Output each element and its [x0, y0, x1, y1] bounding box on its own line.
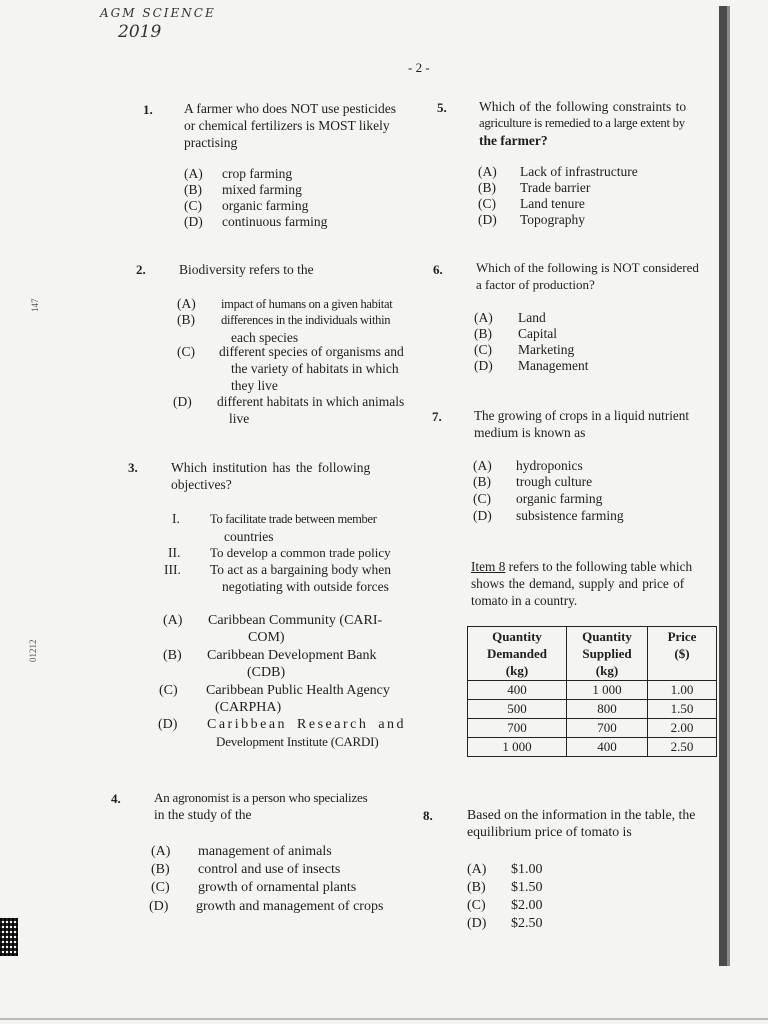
option-letter: (D) — [474, 358, 493, 373]
question-text-line: equilibrium price of tomato is — [467, 824, 632, 839]
question-number: 4. — [111, 791, 121, 806]
option-letter: (B) — [177, 312, 195, 327]
question-text-line: Which of the following is NOT considered — [476, 260, 699, 275]
option-text: management of animals — [198, 844, 332, 859]
option-d[interactable] — [478, 211, 585, 228]
option-letter: (D) — [473, 508, 492, 523]
objective-2 — [168, 544, 391, 561]
header-line: Price — [667, 629, 697, 644]
option-text: Topography — [520, 212, 586, 227]
option-letter: (A) — [163, 613, 183, 628]
objective-numeral: II. — [168, 545, 181, 560]
margin-mark-bottom: 01212 — [28, 639, 38, 662]
header-line: Supplied — [582, 646, 632, 661]
header-line: Quantity — [492, 629, 542, 644]
option-text: Lack of infrastructure — [520, 164, 638, 179]
option-letter: (D) — [184, 214, 203, 229]
option-b[interactable] — [151, 861, 340, 878]
option-text: $2.50 — [511, 916, 543, 931]
header-line: (kg) — [505, 663, 529, 678]
demand-supply-table — [467, 626, 717, 757]
header-line: Demanded — [487, 646, 547, 661]
option-b[interactable] — [184, 181, 302, 198]
question-number: 5. — [437, 100, 447, 115]
option-a[interactable] — [184, 165, 292, 182]
objective-3 — [164, 561, 391, 595]
page-number: - 2 - — [408, 60, 430, 75]
option-text: growth of ornamental plants — [198, 880, 357, 895]
option-text: growth and management of crops — [196, 899, 384, 914]
option-text: different habitats in which animals — [217, 394, 405, 409]
table-cell: 2.00 — [648, 719, 717, 738]
option-text: Caribbean Development Bank — [207, 648, 377, 663]
question-text — [184, 100, 396, 151]
option-a[interactable] — [473, 457, 583, 474]
option-text: Trade barrier — [520, 180, 591, 195]
option-a[interactable] — [474, 309, 546, 326]
option-text: control and use of insects — [198, 862, 341, 877]
question-text-line: in the study of the — [154, 807, 252, 822]
header-line: (kg) — [595, 663, 619, 678]
table-cell: 800 — [567, 700, 648, 719]
option-text: Capital — [518, 326, 557, 341]
objective-numeral: I. — [172, 511, 180, 526]
option-a[interactable] — [478, 163, 638, 180]
option-text: organic farming — [516, 491, 603, 506]
scan-edge-bar — [719, 6, 727, 966]
option-d[interactable] — [158, 716, 406, 750]
option-letter: (C) — [184, 198, 202, 213]
question-text — [479, 98, 686, 149]
option-text: Caribbean Public Health Agency — [206, 683, 390, 698]
option-letter: (B) — [184, 182, 202, 197]
option-letter: (D) — [478, 212, 497, 227]
option-text: Management — [518, 358, 589, 373]
option-text-line: COM) — [248, 630, 285, 645]
option-text: Land tenure — [520, 196, 585, 211]
column-header-supplied — [567, 627, 648, 681]
table-cell: 400 — [468, 681, 567, 700]
option-letter: (B) — [151, 862, 170, 877]
option-text-line: the variety of habitats in which — [231, 361, 399, 376]
option-b[interactable] — [163, 647, 377, 681]
question-text — [154, 789, 367, 823]
item-8-intro-line: shows the demand, supply and price of — [471, 576, 685, 591]
option-d[interactable] — [473, 507, 624, 524]
option-letter: (C) — [478, 196, 496, 211]
option-text: different species of organisms and — [219, 344, 404, 359]
option-d[interactable] — [149, 898, 383, 915]
option-text: Caribbean Research and — [207, 717, 407, 732]
question-number: 8. — [423, 808, 433, 823]
question-text-line: Which of the following constraints to — [479, 99, 687, 114]
table-cell: 500 — [468, 700, 567, 719]
question-text-line: practising — [184, 135, 238, 150]
table-cell: 1.00 — [648, 681, 717, 700]
objective-text-line: countries — [224, 529, 274, 544]
option-d[interactable] — [467, 915, 543, 932]
question-text: Biodiversity refers to the — [179, 262, 314, 277]
option-letter: (A) — [177, 296, 196, 311]
table-cell: 1 000 — [567, 681, 648, 700]
handwritten-year: 2019 — [118, 22, 162, 42]
question-text-line: A farmer who does NOT use pesticides — [184, 101, 396, 116]
question-text-line: agriculture is remedied to a large extent by — [479, 116, 685, 130]
option-text: $1.00 — [511, 862, 543, 877]
option-d[interactable] — [173, 393, 404, 427]
option-letter: (B) — [474, 326, 492, 341]
table-cell: 400 — [567, 738, 648, 757]
option-c[interactable] — [184, 197, 308, 214]
option-letter: (A) — [467, 862, 487, 877]
option-c[interactable] — [473, 490, 602, 507]
option-text: Land — [518, 310, 546, 325]
question-text — [476, 259, 699, 293]
option-text-line: each species — [231, 330, 299, 345]
option-text-line: (CARPHA) — [215, 700, 282, 715]
option-letter: (B) — [467, 880, 486, 895]
option-letter: (D) — [173, 394, 192, 409]
option-c[interactable] — [159, 682, 390, 716]
objective-text: To act as a bargaining body when — [210, 562, 392, 577]
option-letter: (C) — [177, 344, 195, 359]
question-number: 6. — [433, 262, 443, 277]
option-c[interactable] — [478, 195, 585, 212]
question-number: 3. — [128, 460, 138, 475]
option-text: continuous farming — [222, 214, 328, 229]
question-text-line: medium is known as — [474, 425, 586, 440]
option-letter: (A) — [478, 164, 497, 179]
option-text: differences in the individuals within — [221, 313, 391, 327]
option-a[interactable] — [163, 612, 382, 646]
option-letter: (D) — [467, 916, 487, 931]
question-number: 2. — [136, 262, 146, 277]
option-letter: (B) — [478, 180, 496, 195]
option-a[interactable] — [151, 843, 332, 860]
question-text-line: the farmer? — [479, 133, 548, 148]
scan-edge-shadow — [727, 6, 730, 966]
option-text: Caribbean Community (CARI- — [208, 613, 383, 628]
option-b[interactable] — [473, 473, 592, 490]
option-b[interactable] — [474, 325, 557, 342]
question-text — [474, 407, 689, 441]
option-letter: (A) — [151, 844, 171, 859]
objective-numeral: III. — [164, 562, 181, 577]
item-reference: Item 8 — [471, 559, 506, 574]
objective-text: To develop a common trade policy — [210, 545, 391, 560]
option-text: trough culture — [516, 474, 593, 489]
handwritten-subject: AGM SCIENCE — [100, 6, 216, 20]
question-text-line: or chemical fertilizers is MOST likely — [184, 118, 390, 133]
question-text-line: Which institution has the following — [171, 460, 371, 475]
question-number: 1. — [143, 102, 153, 117]
table-row — [468, 719, 717, 738]
item-8-intro-line — [471, 558, 692, 575]
question-text-line: objectives? — [171, 477, 232, 492]
option-letter: (D) — [158, 717, 178, 732]
table-cell: 1 000 — [468, 738, 567, 757]
option-letter: (C) — [474, 342, 492, 357]
option-letter: (A) — [473, 458, 492, 473]
option-text-line: live — [229, 411, 250, 426]
option-c[interactable] — [467, 897, 543, 914]
option-letter: (C) — [159, 683, 178, 698]
option-d[interactable] — [184, 213, 327, 230]
option-text-line: they live — [231, 378, 278, 393]
question-text-line: a factor of production? — [476, 277, 595, 292]
column-header-price — [648, 627, 717, 681]
header-line: ($) — [674, 646, 690, 661]
question-number: 7. — [432, 409, 442, 424]
option-text: $1.50 — [511, 880, 543, 895]
table-cell: 700 — [468, 719, 567, 738]
option-b[interactable] — [478, 179, 590, 196]
option-letter: (C) — [151, 880, 170, 895]
option-letter: (B) — [473, 474, 491, 489]
objective-text-line: negotiating with outside forces — [222, 579, 389, 594]
option-b[interactable] — [177, 311, 390, 346]
option-letter: (C) — [467, 898, 486, 913]
table-row — [468, 738, 717, 757]
option-a[interactable] — [467, 861, 543, 878]
table-cell: 1.50 — [648, 700, 717, 719]
table-row — [468, 681, 717, 700]
table-row — [468, 700, 717, 719]
option-letter: (A) — [474, 310, 493, 325]
column-header-demanded — [468, 627, 567, 681]
option-text: $2.00 — [511, 898, 543, 913]
option-text-line: (CDB) — [247, 665, 286, 680]
option-text: organic farming — [222, 198, 309, 213]
option-text: impact of humans on a given habitat — [221, 297, 393, 311]
option-text: Marketing — [518, 342, 575, 357]
option-c[interactable] — [177, 343, 404, 394]
margin-mark-top: 147 — [30, 298, 40, 312]
table-header-row — [468, 627, 717, 681]
option-c[interactable] — [151, 879, 356, 896]
question-text — [467, 806, 695, 840]
objective-1 — [172, 510, 377, 545]
option-letter: (C) — [473, 491, 491, 506]
page-bottom-edge — [0, 1018, 768, 1020]
question-text-line: The growing of crops in a liquid nutrient — [474, 408, 689, 423]
table-cell: 2.50 — [648, 738, 717, 757]
item-8-intro-text: refers to the following table which — [505, 559, 693, 574]
option-d[interactable] — [474, 357, 588, 374]
option-text: hydroponics — [516, 458, 583, 473]
table-cell: 700 — [567, 719, 648, 738]
option-text-line: Development Institute (CARDI) — [216, 734, 379, 749]
option-text: subsistence farming — [516, 508, 624, 523]
scan-code-graphic — [0, 918, 18, 956]
option-text: crop farming — [222, 166, 293, 181]
question-text — [171, 459, 370, 493]
option-c[interactable] — [474, 341, 574, 358]
objective-text: To facilitate trade between member — [210, 512, 377, 526]
item-8-intro — [471, 558, 692, 609]
item-8-intro-line: tomato in a country. — [471, 593, 578, 608]
header-line: Quantity — [582, 629, 632, 644]
question-text-line: Based on the information in the table, the — [467, 807, 696, 822]
option-text: mixed farming — [222, 182, 302, 197]
question-text-line: An agronomist is a person who specializes — [154, 790, 368, 805]
option-b[interactable] — [467, 879, 543, 896]
option-letter: (A) — [184, 166, 203, 181]
option-letter: (D) — [149, 899, 169, 914]
option-letter: (B) — [163, 648, 182, 663]
